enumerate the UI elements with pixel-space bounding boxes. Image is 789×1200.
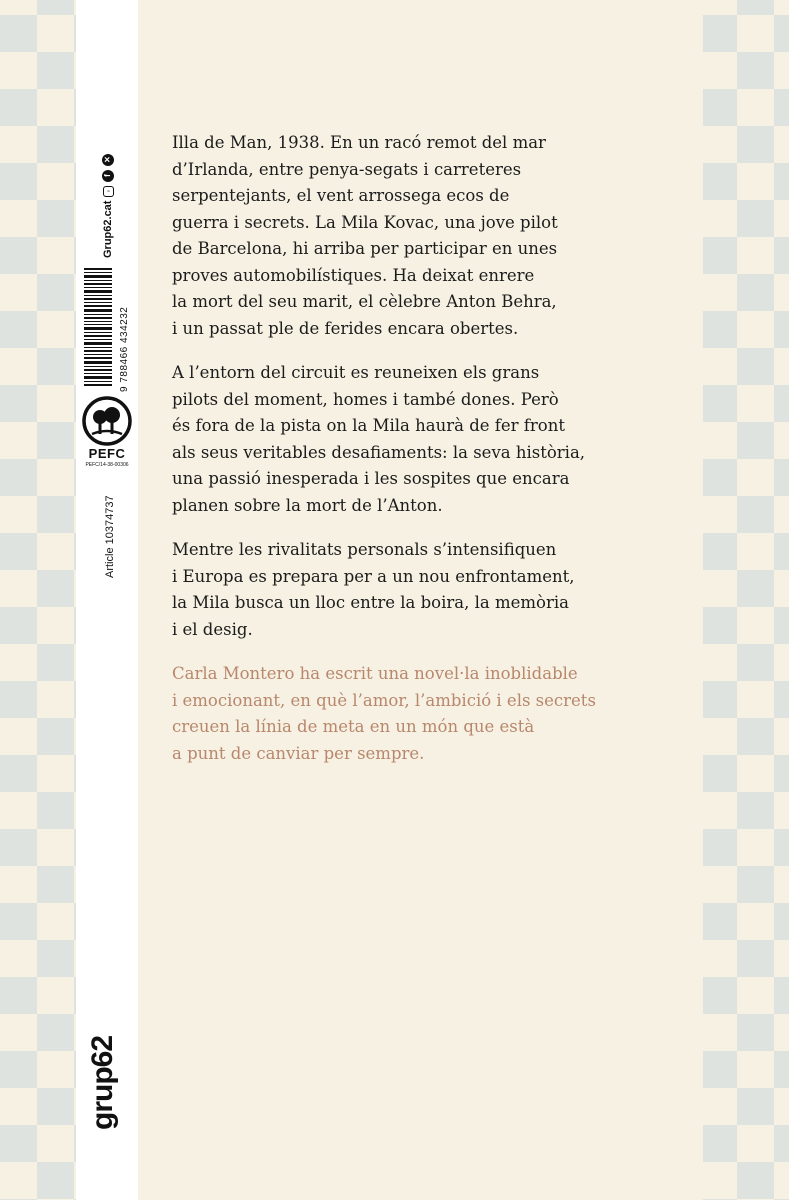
checker-pattern-left [0,0,76,1200]
website-social-row [102,154,114,258]
blurb-paragraph-1: Illa de Man, 1938. En un racó remot del mar d’Irlanda, entre penya-segats i carreteres serpentejants, el vent arrossega ecos de guerra i secrets. La Mila Kovac, una jove pilot de Barcelona, hi arriba per participar en unes proves automobilístiques. Ha deixat enrere la mort del seu marit, el cèlebre Anton Behra, i un passat ple de ferides encara obertes. [172,133,558,338]
blurb-highlight: Carla Montero ha escrit una novel·la inoblidable i emocionant, en què l’amor, l’ambició i els secrets creuen la línia de meta en un món que està a punt de canviar per sempre. [172,664,596,763]
pefc-logo-icon [82,396,132,446]
blurb-paragraph-2: A l’entorn del circuit es reuneixen els grans pilots del moment, homes i també dones. Però és fora de la pista on la Mila haurà de fer front als seus veritables desafiaments: la seva història, una passió inesperada i les sospites que encara planen sobre la mort de l’Anton. [172,363,586,515]
pefc-code: PEFC/14-38-00306 [85,462,129,468]
article-number: Article 10374737 [104,495,116,578]
isbn-text: 9 788466 434232 [119,306,130,392]
instagram-icon: ◦ [103,186,114,197]
isbn-text-wrap [114,307,132,392]
blurb-text [172,130,672,785]
publisher-logo: grup62 [86,1035,119,1130]
barcode-image [84,268,112,386]
pefc-label: PEFC [88,446,126,461]
blurb-paragraph-3: Mentre les rivalitats personals s’intensifiquen i Europa es prepara per a un nou enfrontament, la Mila busca un lloc entre la boira, la memòria i el desig. [172,540,575,639]
article-number-wrap [100,495,118,578]
website-label: Grup62.cat [102,200,114,258]
publisher-logo-wrap [86,1036,120,1130]
facebook-icon: f [102,170,114,182]
checker-pattern-right [703,0,789,1200]
x-icon: ✕ [102,154,114,166]
